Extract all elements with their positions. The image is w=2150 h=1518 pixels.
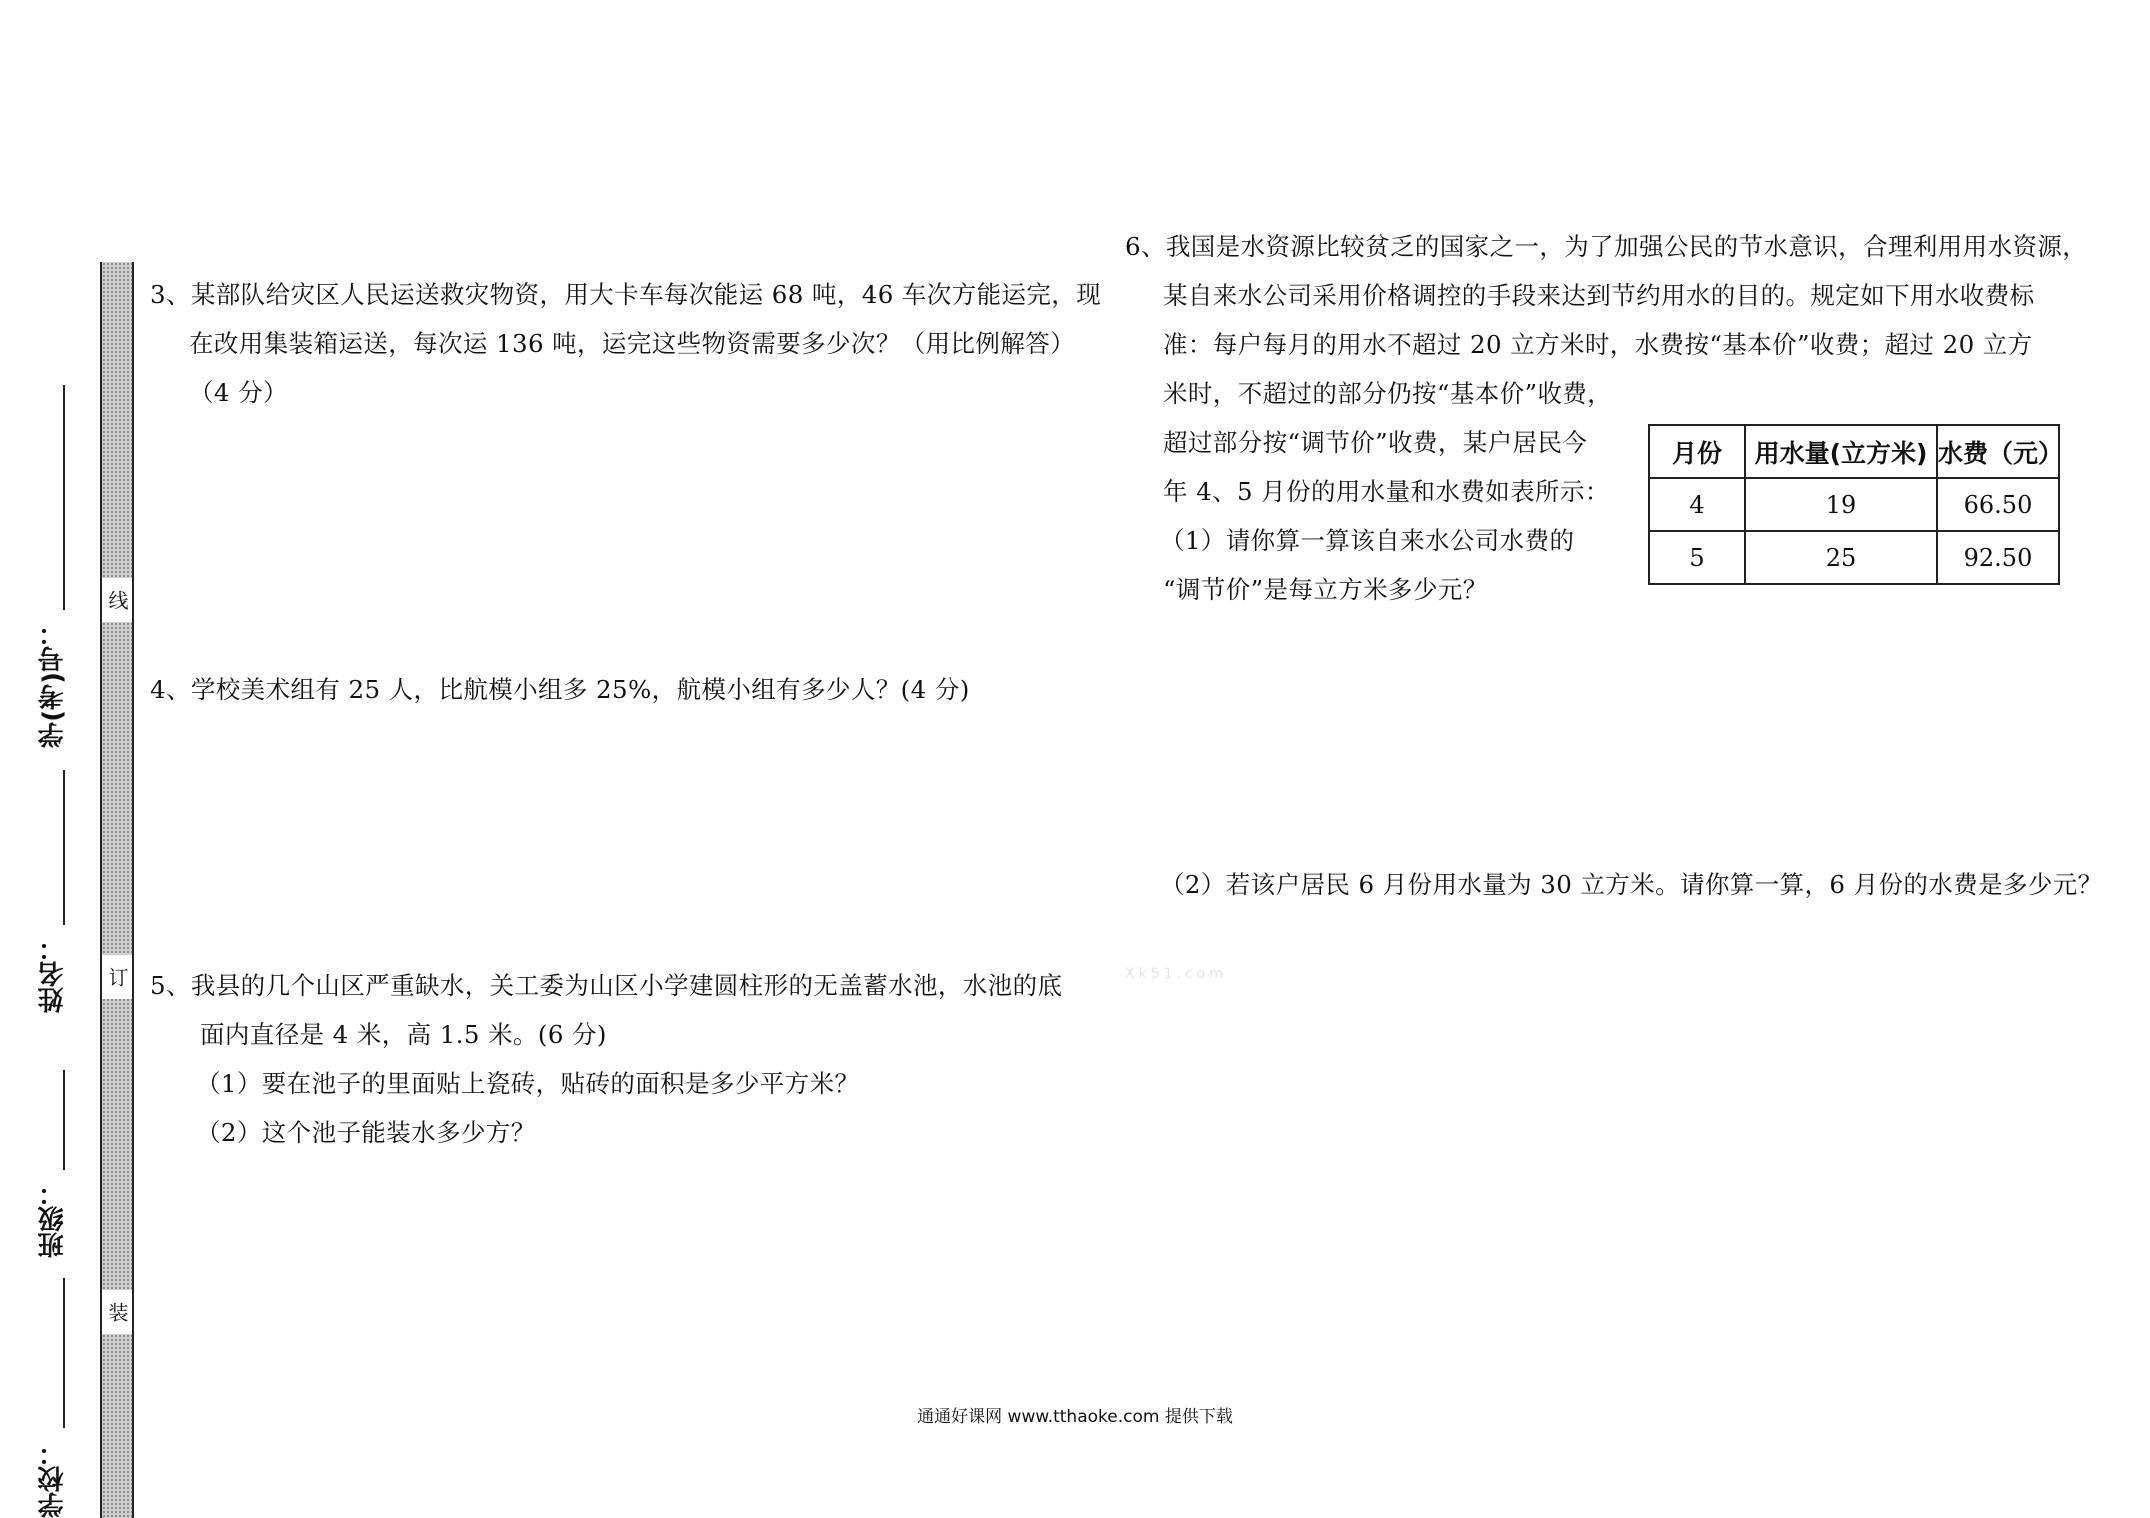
table-cell-fee: 92.50 [1937,531,2059,584]
table-row [1649,531,2059,584]
q4-line-1: 4、学校美术组有 25 人，比航模小组多 25%，航模小组有多少人？(4 分) [150,675,970,704]
q3-line-1: 3、某部队给灾区人民运送救灾物资，用大卡车每次能运 68 吨，46 车次方能运完，现 [150,280,1102,309]
table-cell-usage: 19 [1745,478,1937,531]
footer-credit: 通通好课网 www.tthaoke.com 提供下载 [917,1407,1233,1427]
table-cell-month: 4 [1649,478,1745,531]
school-label: 学校： [38,1440,68,1518]
q3-line-2: 在改用集装箱运送，每次运 136 吨，运完这些物资需要多少次？（用比例解答） [189,329,1076,358]
q6-sub-1: （1）请你算一算该自来水公司水费的 [1160,526,1575,555]
q5-line-2: 面内直径是 4 米，高 1.5 米。(6 分) [200,1020,607,1049]
q6-line-5: 超过部分按“调节价”收费，某户居民今 [1163,428,1588,457]
q6-line-1: 6、我国是水资源比较贫乏的国家之一，为了加强公民的节水意识，合理利用用水资源， [1125,232,2088,261]
table-header-fee: 水费（元） [1937,425,2059,478]
binding-mark-line: 线 [102,578,132,622]
class-line [63,1070,65,1170]
class-label: 班级： [38,1180,68,1258]
table-cell-month: 5 [1649,531,1745,584]
table-header-usage: 用水量(立方米) [1745,425,1937,478]
q6-line-6: 年 4、5 月份的用水量和水费如表所示： [1163,477,1610,506]
name-label: 姓名： [38,935,68,1013]
q5-sub-2: （2）这个池子能装水多少方？ [196,1118,536,1147]
binding-mark-bind: 装 [102,1290,132,1334]
q6-sub-2: （2）若该户居民 6 月份用水量为 30 立方米。请你算一算，6 月份的水费是多少元？ [1160,870,2103,899]
q5-sub-1: （1）要在池子的里面贴上瓷砖，贴砖的面积是多少平方米？ [196,1069,860,1098]
water-fee-table [1648,424,2064,585]
table-row [1649,478,2059,531]
table-header-row [1649,425,2059,478]
student-number-label: 学(考)号： [38,620,68,748]
watermark: Xk51.com [1125,966,1227,982]
binding-mark-order: 订 [102,955,132,999]
table-header-month: 月份 [1649,425,1745,478]
q5-line-1: 5、我县的几个山区严重缺水，关工委为山区小学建圆柱形的无盖蓄水池，水池的底 [150,971,1063,1000]
table-cell-fee: 66.50 [1937,478,2059,531]
table-cell-usage: 25 [1745,531,1937,584]
q6-line-2: 某自来水公司采用价格调控的手段来达到节约用水的目的。规定如下用水收费标 [1163,281,2035,310]
q6-line-3: 准：每户每月的用水不超过 20 立方米时，水费按“基本价”收费；超过 20 立方 [1163,330,2033,359]
student-number-line [63,385,65,610]
q6-line-4: 米时，不超过的部分仍按“基本价”收费， [1163,379,1613,408]
q6-sub-1-cont: “调节价”是每立方米多少元？ [1163,575,1488,604]
name-line [63,770,65,925]
q3-line-3: （4 分） [189,378,288,407]
